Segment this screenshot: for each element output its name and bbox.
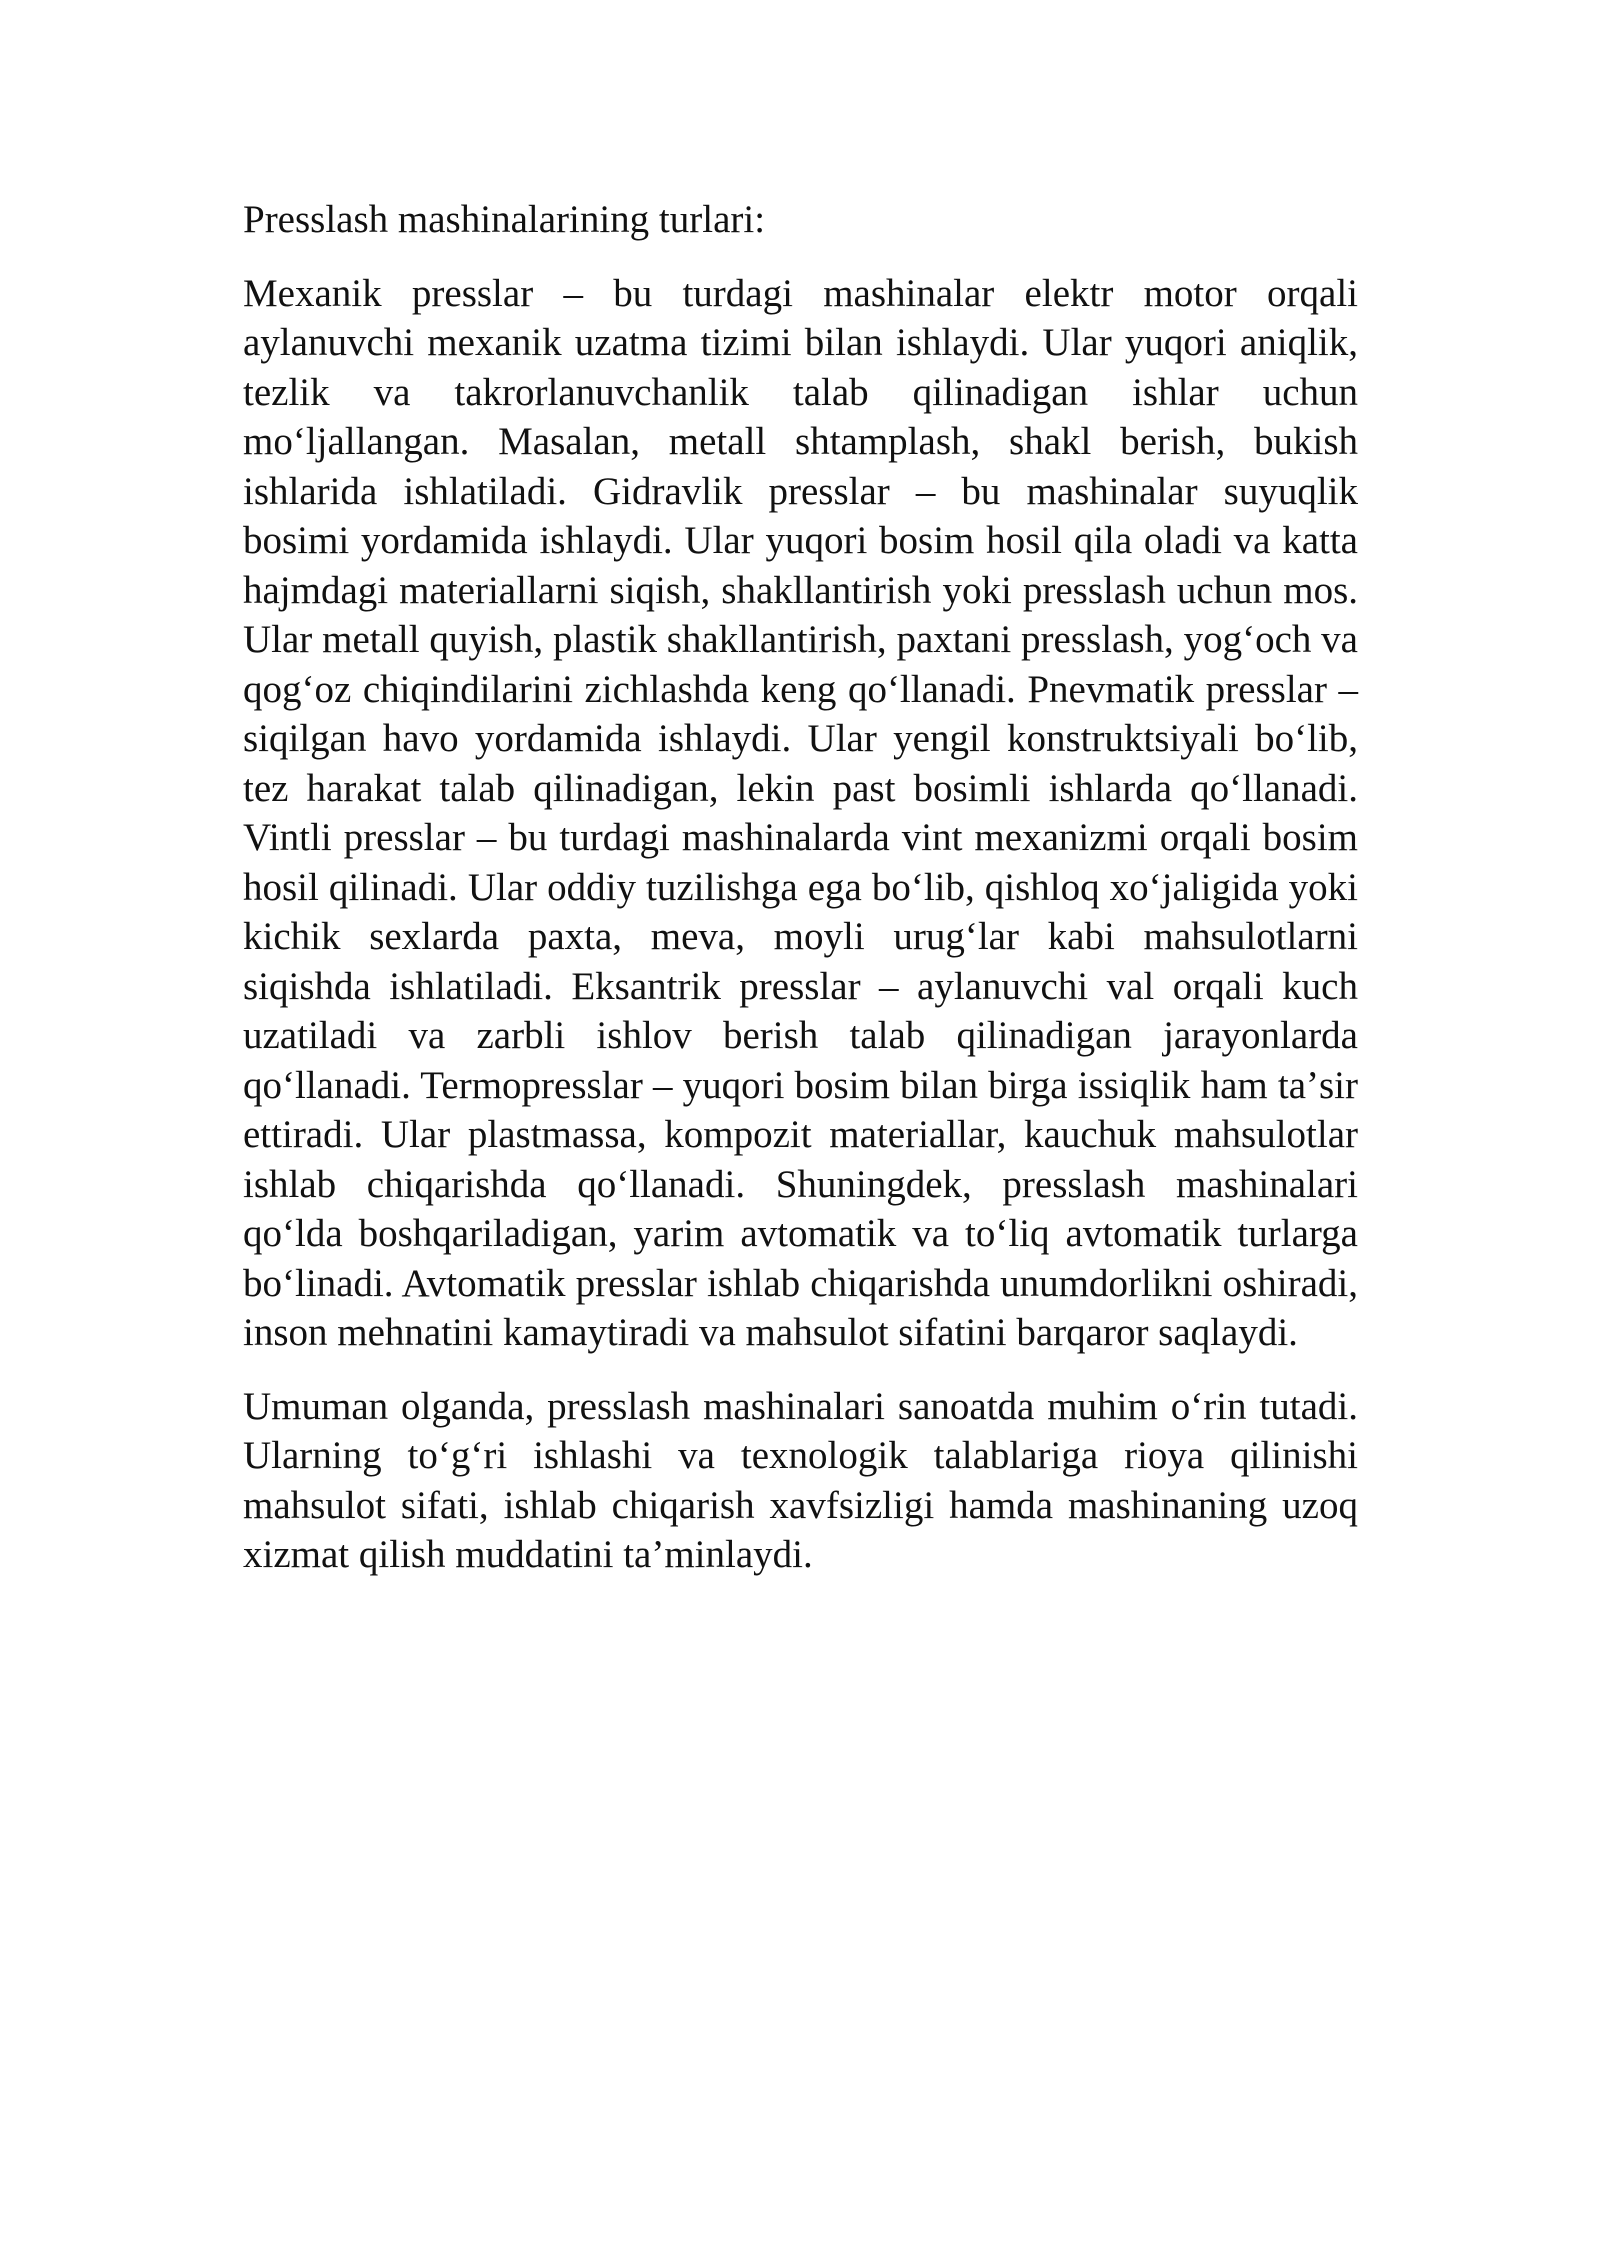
document-body — [243, 195, 1358, 1604]
paragraph-press-types: Mexanik presslar – bu turdagi mashinalar elektr motor orqali aylanuvchi mexanik uzatma tizimi bilan ishlaydi. Ular yuqori aniqlik, tezlik va takrorlanuvchanlik talab qilinadigan ishlar uchun moʻljallangan. Masalan, metall shtamplash, shakl berish, bukish ishlarida ishlatiladi. Gidravlik presslar – bu mashinalar suyuqlik bosimi yordamida ishlaydi. Ular yuqori bosim hosil qila oladi va katta hajmdagi materiallarni siqish, shakllantirish yoki presslash uchun mos. Ular metall quyish, plastik shakllantirish, paxtani presslash, yogʻoch va qogʻoz chiqindilarini zichlashda keng qoʻllanadi. Pnevmatik presslar – siqilgan havo yordamida ishlaydi. Ular yengil konstruktsiyali boʻlib, tez harakat talab qilinadigan, lekin past bosimli ishlarda qoʻllanadi. Vintli presslar – bu turdagi mashinalarda vint mexanizmi orqali bosim hosil qilinadi. Ular oddiy tuzilishga ega boʻlib, qishloq xoʻjaligida yoki kichik sexlarda paxta, meva, moyli urugʻlar kabi mahsulotlarni siqishda ishlatiladi. Eksantrik presslar – aylanuvchi val orqali kuch uzatiladi va zarbli ishlov berish talab qilinadigan jarayonlarda qoʻllanadi. Termopresslar – yuqori bosim bilan birga issiqlik ham taʼsir ettiradi. Ular plastmassa, kompozit materiallar, kauchuk mahsulotlar ishlab chiqarishda qoʻllanadi. Shuningdek, presslash mashinalari qoʻlda boshqariladigan, yarim avtomatik va toʻliq avtomatik turlarga boʻlinadi. Avtomatik presslar ishlab chiqarishda unumdorlikni oshiradi, inson mehnatini kamaytiradi va mahsulot sifatini barqaror saqlaydi. — [243, 271, 1358, 1354]
section-heading: Presslash mashinalarining turlari: — [243, 198, 766, 241]
paragraph-conclusion: Umuman olganda, presslash mashinalari sanoatda muhim oʻrin tutadi. Ularning toʻgʻri ishlashi va texnologik talablariga rioya qilinishi mahsulot sifati, ishlab chiqarish xavfsizligi hamda mashinaning uzoq xizmat qilish muddatini taʼminlaydi. — [243, 1384, 1358, 1576]
